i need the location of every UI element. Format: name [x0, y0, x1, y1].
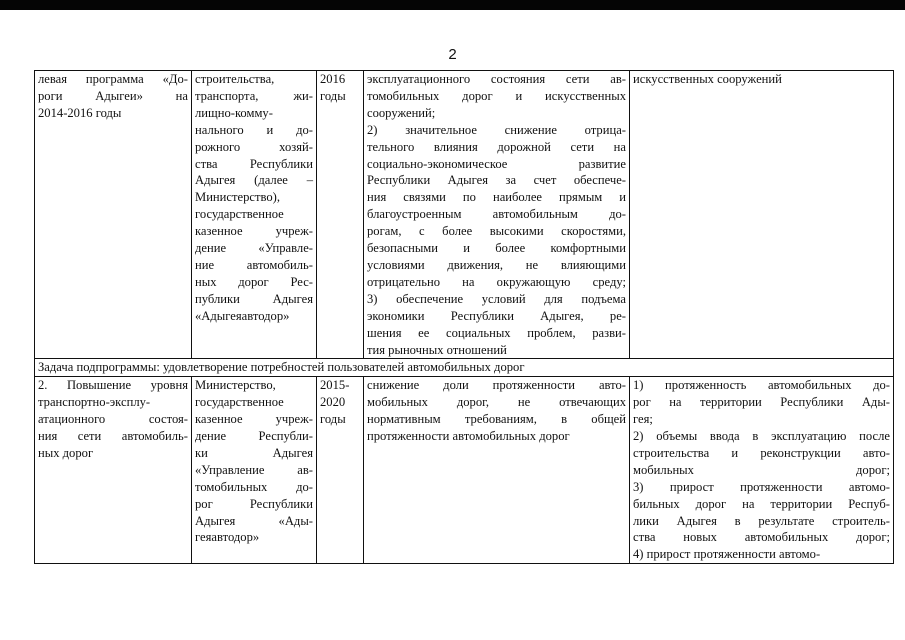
cell-line: годы — [320, 88, 346, 103]
cell-line: гея; — [633, 412, 653, 427]
cell-line: дение «Управле- — [195, 241, 313, 256]
cell-line: «Управление ав- — [195, 462, 313, 477]
cell-line: бильных дорог на территории Респуб- — [633, 496, 890, 511]
cell-line: эксплуатационного состояния сети ав- — [367, 72, 626, 86]
page-number: 2 — [448, 46, 457, 63]
cell-line: Республики Адыгея за счет обеспече- — [367, 173, 626, 188]
cell-line: социально-экономическое развитие — [367, 156, 626, 171]
cell-line: рогам, с более высокими скоростями, — [367, 224, 626, 239]
cell-line: мобильных дорог, не отвечающих — [367, 395, 626, 410]
cell-line: геяавтодор» — [195, 530, 260, 545]
cell-line: 1) протяженность автомобильных до- — [633, 378, 890, 393]
cell-line: левая программа «До- — [38, 72, 188, 86]
cell-line: условиями движения, не влияющими — [367, 257, 626, 272]
cell-line: рог на территории Республики Ады- — [633, 395, 890, 410]
cell-executor — [192, 71, 317, 359]
cell-line: безопасными и более комфортными — [367, 241, 626, 256]
scan-border — [0, 0, 905, 10]
cell-line: дение Республи- — [195, 429, 313, 444]
cell-line: роги Адыгеи» на — [38, 88, 188, 103]
cell-program-name — [35, 71, 192, 359]
cell-indicators — [630, 377, 894, 564]
task-text: Задача подпрограммы: удовлетворение потребностей пользователей автомобильных дорог — [35, 359, 894, 377]
cell-line: искусственных сооружений — [633, 72, 782, 86]
cell-line: рог Республики — [195, 496, 313, 511]
cell-line: 2016 — [320, 72, 346, 86]
cell-line: снижение доли протяженности авто- — [367, 378, 626, 393]
cell-line: нального и до- — [195, 122, 313, 137]
cell-line: лищно-комму- — [195, 105, 273, 120]
cell-indicators — [630, 71, 894, 359]
cell-line: ние автомобиль- — [195, 257, 313, 272]
cell-line: транспортно-эксплу- — [38, 395, 151, 410]
cell-line: ства новых автомобильных дорог; — [633, 530, 890, 545]
cell-line: ных дорог — [38, 445, 94, 460]
cell-expected-results — [364, 377, 630, 564]
cell-line: государственное — [195, 207, 284, 222]
cell-line: 2015- — [320, 378, 350, 393]
cell-line: транспорта, жи- — [195, 88, 313, 103]
cell-line: 2) значительное снижение отрица- — [367, 122, 626, 137]
cell-line: ных дорог Рес- — [195, 274, 313, 289]
cell-line: 2014-2016 годы — [38, 105, 122, 120]
cell-program-name — [35, 377, 192, 564]
cell-line: 2020 — [320, 395, 346, 410]
cell-period — [317, 71, 364, 359]
cell-line: рожного хозяй- — [195, 139, 313, 154]
cell-line: протяженности автомобильных дорог — [367, 429, 570, 444]
cell-line: 2) объемы ввода в эксплуатацию после — [633, 429, 890, 444]
cell-line: 2. Повышение уровня — [38, 378, 188, 393]
cell-line: ки Адыгея — [195, 445, 313, 460]
cell-line: казенное учреж- — [195, 224, 313, 239]
cell-line: ства Республики — [195, 156, 313, 171]
task-row — [35, 359, 894, 377]
cell-line: тия рыночных отношений — [367, 342, 507, 357]
cell-executor — [192, 377, 317, 564]
cell-line: экономики Республики Адыгея, ре- — [367, 308, 626, 323]
table-row — [35, 71, 894, 359]
cell-line: 3) прирост протяженности автомо- — [633, 479, 890, 494]
cell-line: сооружений; — [367, 105, 436, 120]
cell-line: тельного влияния дорожной сети на — [367, 139, 626, 154]
cell-line: Министерство, — [195, 378, 276, 393]
cell-line: томобильных до- — [195, 479, 313, 494]
cell-line: казенное учреж- — [195, 412, 313, 427]
cell-line: отрицательно на окружающую среду; — [367, 274, 626, 289]
cell-line: публики Адыгея — [195, 291, 313, 306]
cell-line: государственное — [195, 395, 284, 410]
cell-line: томобильных дорог и искусственных — [367, 88, 626, 103]
cell-line: 4) прирост протяженности автомо- — [633, 547, 821, 562]
program-table — [34, 70, 894, 564]
cell-line: ния сети автомобиль- — [38, 429, 188, 444]
cell-line: строительства и реконструкции авто- — [633, 445, 890, 460]
cell-line: нормативным требованиям, в общей — [367, 412, 626, 427]
cell-line: строительства, — [195, 72, 275, 86]
cell-line: 3) обеспечение условий для подъема — [367, 291, 626, 306]
cell-expected-results — [364, 71, 630, 359]
cell-line: Адыгея (далее – — [195, 173, 313, 188]
table-row — [35, 377, 894, 564]
cell-line: Адыгея «Ады- — [195, 513, 313, 528]
cell-line: «Адыгеяавтодор» — [195, 308, 290, 323]
cell-period — [317, 377, 364, 564]
cell-line: ния связями по наиболее прямым и — [367, 190, 626, 205]
cell-line: шения ее социальных проблем, разви- — [367, 325, 626, 340]
cell-line: Министерство), — [195, 190, 280, 205]
cell-line: мобильных дорог; — [633, 462, 890, 477]
cell-line: годы — [320, 412, 346, 427]
cell-line: лики Адыгея в результате строитель- — [633, 513, 890, 528]
cell-line: благоустроенным автомобильным до- — [367, 207, 626, 222]
cell-line: атационного состоя- — [38, 412, 188, 427]
